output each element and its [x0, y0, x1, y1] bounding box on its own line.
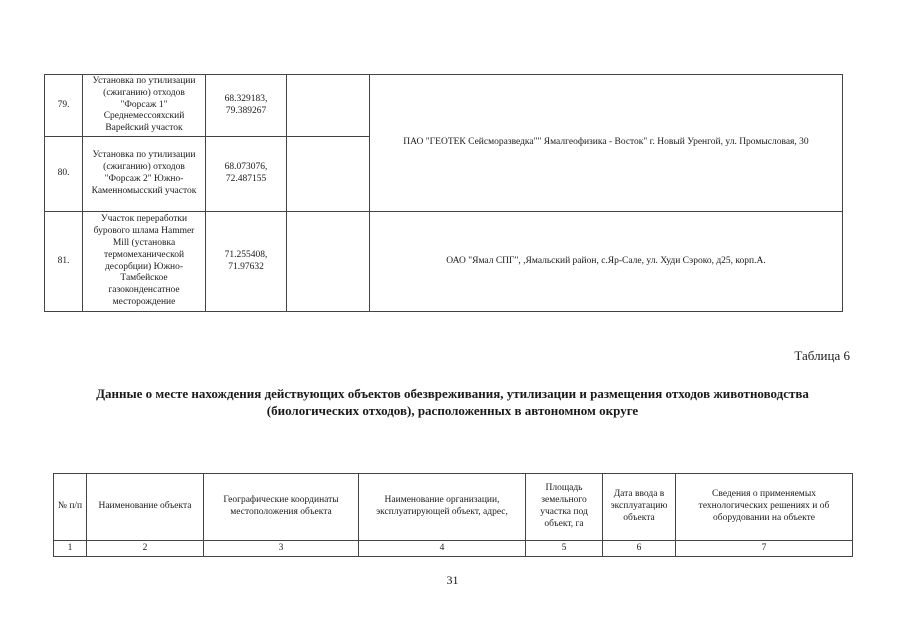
empty-cell [287, 75, 370, 137]
object-coordinates: 71.255408, 71.97632 [206, 212, 287, 312]
object-name: Участок переработки бурового шлама Hammer Mill (установка термомеханической десорбции) Южно-Тамбейское газоконденсатное месторождение [83, 212, 206, 312]
column-number: 4 [359, 541, 526, 557]
table-title: Данные о месте нахождения действующих объектов обезвреживания, утилизации и размещения отходов животноводства (биологических отходов), расположенных в автономном округе [96, 386, 809, 418]
column-number: 6 [603, 541, 676, 557]
object-coordinates: 68.073076, 72.487155 [206, 137, 287, 212]
column-number: 5 [526, 541, 603, 557]
header-cell: Географические координаты местоположения объекта [204, 474, 359, 541]
table-row [45, 212, 843, 312]
header-cell: Сведения о применяемых технологических решениях и об оборудовании на объекте [676, 474, 853, 541]
header-cell: Площадь земельного участка под объект, га [526, 474, 603, 541]
column-number: 1 [54, 541, 87, 557]
continued-table [44, 74, 843, 312]
organization-cell: ОАО "Ямал СПГ", ,Ямальский район, с.Яр-Сале, ул. Худи Сэроко, д25, корп.А. [370, 212, 843, 312]
object-coordinates: 68.329183, 79.389267 [206, 75, 287, 137]
row-number: 81. [45, 212, 83, 312]
column-number: 7 [676, 541, 853, 557]
empty-cell [287, 212, 370, 312]
column-number: 2 [87, 541, 204, 557]
table-row [45, 75, 843, 137]
empty-cell [287, 137, 370, 212]
header-cell: Наименование объекта [87, 474, 204, 541]
header-cell: № п/п [54, 474, 87, 541]
page-number: 31 [446, 573, 459, 587]
table-6 [53, 473, 853, 557]
column-number-row [54, 541, 853, 557]
header-cell: Дата ввода в эксплуатацию объекта [603, 474, 676, 541]
header-row [54, 474, 853, 541]
table-caption: Таблица 6 [794, 348, 850, 363]
column-number: 3 [204, 541, 359, 557]
organization-cell: ПАО "ГЕОТЕК Сейсморазведка"" Ямалгеофизика - Восток" г. Новый Уренгой, ул. Промысловая, 30 [370, 75, 843, 212]
object-name: Установка по утилизации (сжиганию) отходов "Форсаж 1" Среднемессояхский Варейский участок [83, 75, 206, 137]
row-number: 80. [45, 137, 83, 212]
row-number: 79. [45, 75, 83, 137]
header-cell: Наименование организации, эксплуатирующей объект, адрес, [359, 474, 526, 541]
object-name: Установка по утилизации (сжиганию) отходов "Форсаж 2" Южно-Каменномысский участок [83, 137, 206, 212]
